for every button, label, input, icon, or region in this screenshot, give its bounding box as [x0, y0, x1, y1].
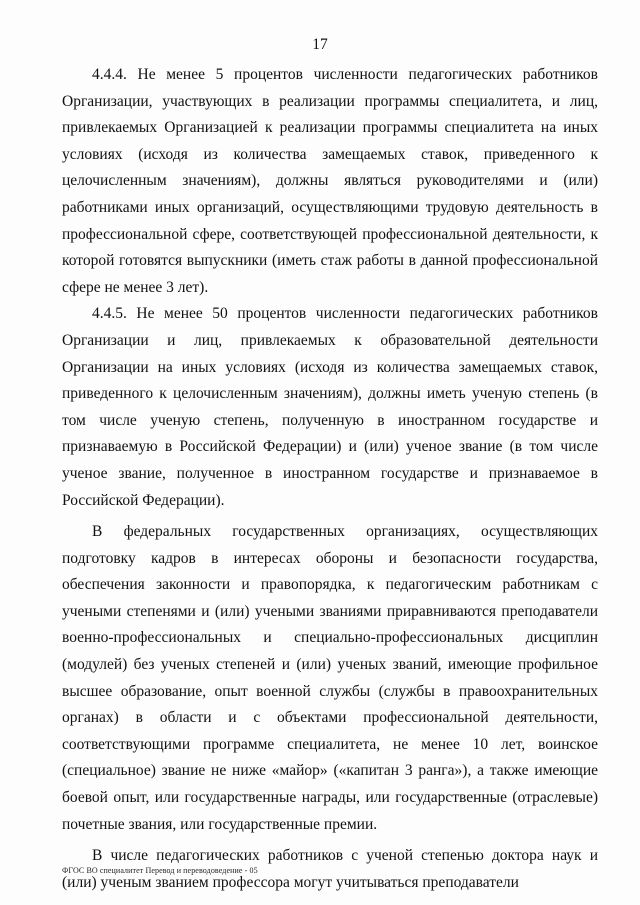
page-footer: ФГОС ВО специалитет Перевод и переводоведение - 05 [62, 866, 258, 875]
document-body [62, 62, 598, 896]
paragraph-4-4-4: 4.4.4. Не менее 5 процентов численности педагогических работников Организации, участвующих в реализации программы специалитета, и лиц, привлекаемых Организацией к реализации программы специалитета на иных условиях (исходя из количества замещаемых ставок, приведенного к целочисленным значениям), должны являться руководителями и (или) работниками иных организаций, осуществляющими трудовую деятельность в профессиональной сфере, соответствующей профессиональной деятельности, к которой готовятся выпускники (иметь стаж работы в данной профессиональной сфере не менее 3 лет). [62, 66, 598, 296]
paragraph-federal-organizations: В федеральных государственных организациях, осуществляющих подготовку кадров в интересах обороны и безопасности государства, обеспечения законности и правопорядка, к педагогическим работникам с учеными степенями и (или) учеными званиями приравниваются преподаватели военно-профессиональных и специально-профессиональных дисциплин (модулей) без ученых степеней и (или) ученых званий, имеющие профильное высшее образование, опыт военной службы (службы в правоохранительных органах) в области и с объектами профессиональной деятельности, соответствующими программе специалитета, не менее 10 лет, воинское (специальное) звание не ниже «майор» («капитан 3 ранга»), а также имеющие боевой опыт, или государственные награды, или государственные (отраслевые) почетные звания, или государственные премии. [62, 523, 598, 833]
paragraph-doctors-professors: В числе педагогических работников с ученой степенью доктора наук и (или) ученым званием профессора могут учитываться преподаватели [62, 847, 598, 891]
paragraph-4-4-5: 4.4.5. Не менее 50 процентов численности педагогических работников Организации и лиц, привлекаемых к образовательной деятельности Организации на иных условиях (исходя из количества замещаемых ставок, приведенного к целочисленным значениям), должны иметь ученую степень (в том числе ученую степень, полученную в иностранном государстве и признаваемую в Российской Федерации) и (или) ученое звание (в том числе ученое звание, полученное в иностранном государстве и признаваемое в Российской Федерации). [62, 305, 598, 509]
page-number: 17 [312, 36, 328, 53]
